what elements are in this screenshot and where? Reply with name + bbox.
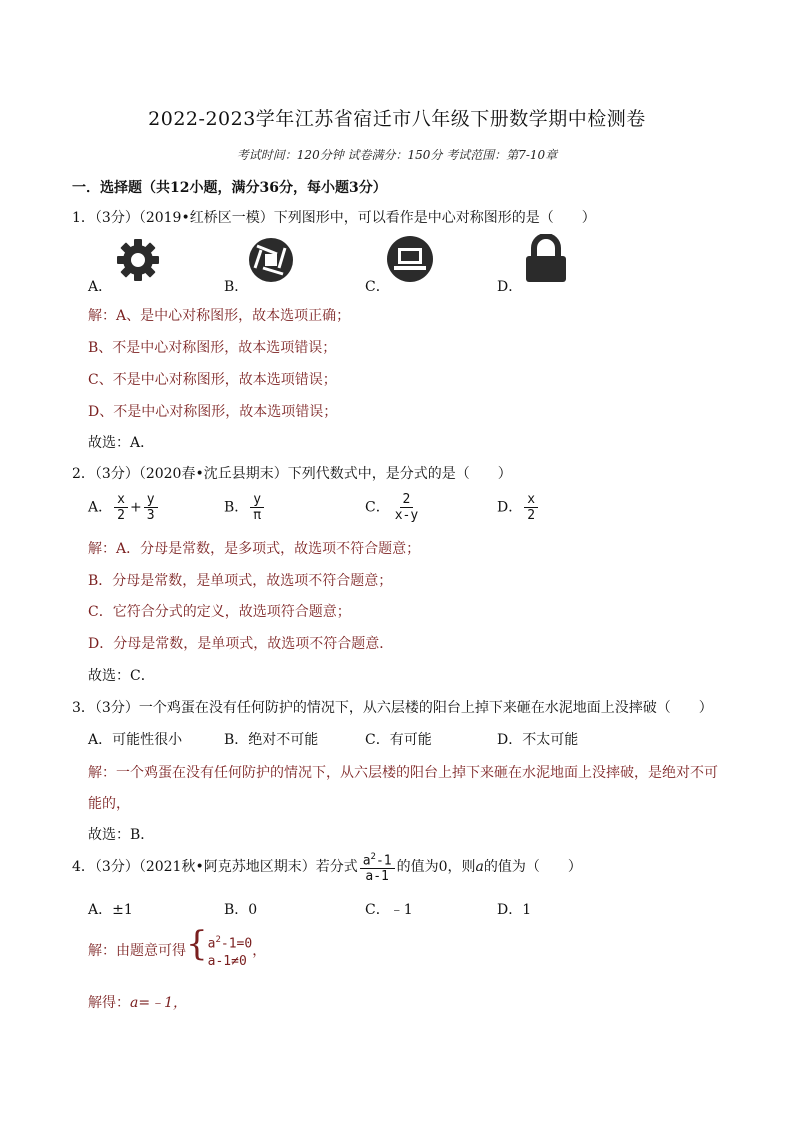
q4-option-b: B．0: [224, 902, 258, 918]
q4-stem-end: 的值为（ ）: [483, 859, 582, 876]
section-heading: 一．选择题（共12小题，满分36分，每小题3分）: [72, 180, 387, 196]
q1-solution-line-2: B、不是中心对称图形，故本选项错误；: [88, 340, 337, 356]
question-1-stem: 1．（3分）（2019•红桥区一模）下列图形中，可以看作是中心对称图形的是（ ）: [72, 210, 596, 226]
q3-option-c: C．有可能: [365, 732, 432, 748]
q1-option-a-label: A．: [88, 279, 113, 295]
q3-solution-line-1: 解：一个鸡蛋在没有任何防护的情况下，从六层楼的阳台上掉下来砸在水泥地面上没摔破，是绝对不可: [88, 765, 718, 781]
q2-option-b: [224, 492, 266, 523]
q2-option-c-label: C．: [365, 499, 390, 516]
q4-option-d: D．1: [497, 902, 532, 918]
q2-answer: 故选：C．: [88, 668, 155, 684]
q3-option-b: B．绝对不可能: [224, 732, 319, 748]
q2-solution-line-4: D．分母是常数，是单项式，故选项不符合题意．: [88, 636, 394, 652]
fraction: $\frac{x}{2}$: [524, 492, 538, 523]
q3-option-d: D．不太可能: [497, 732, 579, 748]
q4-result-prefix: 解得：: [88, 995, 130, 1011]
variable-a: a: [475, 859, 484, 876]
q1-solution-line-1: 解：A、是中心对称图形，故本选项正确；: [88, 308, 351, 324]
q2-option-a-label: A．: [88, 499, 113, 516]
q2-solution-line-3: C．它符合分式的定义，故选项符合题意；: [88, 604, 351, 620]
q3-answer: 故选：B．: [88, 827, 155, 843]
q4-result-value: a=﹣1，: [130, 995, 187, 1011]
q1-option-b-label: B．: [224, 279, 249, 295]
aperture-icon: [247, 236, 295, 284]
q2-option-d-label: D．: [497, 499, 523, 516]
q3-option-a: A．可能性很小: [88, 732, 183, 748]
q2-option-b-label: B．: [224, 499, 249, 516]
equation-system: $a^2-1=0$ a-1≠0: [207, 934, 253, 970]
q4-stem-prefix: 4．（3分）（2021秋•阿克苏地区期末）若分式: [72, 859, 358, 876]
gear-icon: [114, 236, 162, 284]
question-2-stem: 2．（3分）（2020春•沈丘县期末）下列代数式中，是分式的是（ ）: [72, 466, 512, 482]
fraction: $\frac{y}{3}$: [144, 492, 158, 523]
q1-solution-line-3: C、不是中心对称图形，故本选项错误；: [88, 372, 337, 388]
laptop-icon: [385, 234, 435, 284]
question-4-stem: [72, 850, 582, 884]
q3-solution-line-2: 能的，: [88, 796, 130, 812]
q4-solution-system: [88, 924, 267, 971]
fraction: $\frac{a^2-1}{a-1}$: [360, 850, 395, 884]
fraction: $\frac{y}{\pi}$: [250, 492, 264, 523]
q2-option-c: [365, 492, 423, 523]
q4-option-c: C．﹣1: [365, 902, 413, 918]
q4-solution-prefix: 解：由题意可得: [88, 943, 186, 959]
page-title: 2022-2023学年江苏省宿迁市八年级下册数学期中检测卷: [148, 108, 646, 130]
q2-option-d: [497, 492, 540, 523]
q2-option-a: [88, 492, 160, 523]
plus-sign: +: [129, 499, 142, 516]
comma: ，: [252, 943, 267, 959]
q1-answer: 故选：A．: [88, 435, 155, 451]
q1-option-c-label: C．: [365, 279, 390, 295]
q1-option-d-label: D．: [497, 279, 523, 295]
left-brace: {: [186, 924, 208, 964]
q2-solution-line-1: 解：A．分母是常数，是多项式，故选项不符合题意；: [88, 541, 421, 557]
question-3-stem: 3．（3分）一个鸡蛋在没有任何防护的情况下，从六层楼的阳台上掉下来砸在水泥地面上没摔破（ ）: [72, 700, 713, 716]
q2-solution-line-2: B．分母是常数，是单项式，故选项不符合题意；: [88, 573, 393, 589]
fraction: $\frac{x}{2}$: [114, 492, 128, 523]
q4-result: [88, 992, 187, 1012]
padlock-icon: [522, 234, 570, 284]
q4-stem-middle: 的值为0，则: [396, 859, 476, 876]
q1-solution-line-4: D、不是中心对称图形，故本选项错误；: [88, 404, 338, 420]
q4-option-a: A．±1: [88, 902, 133, 918]
fraction: $\frac{2}{x-y}$: [394, 492, 419, 523]
exam-info: 考试时间：120分钟 试卷满分：150分 考试范围：第7-10章: [236, 148, 558, 162]
